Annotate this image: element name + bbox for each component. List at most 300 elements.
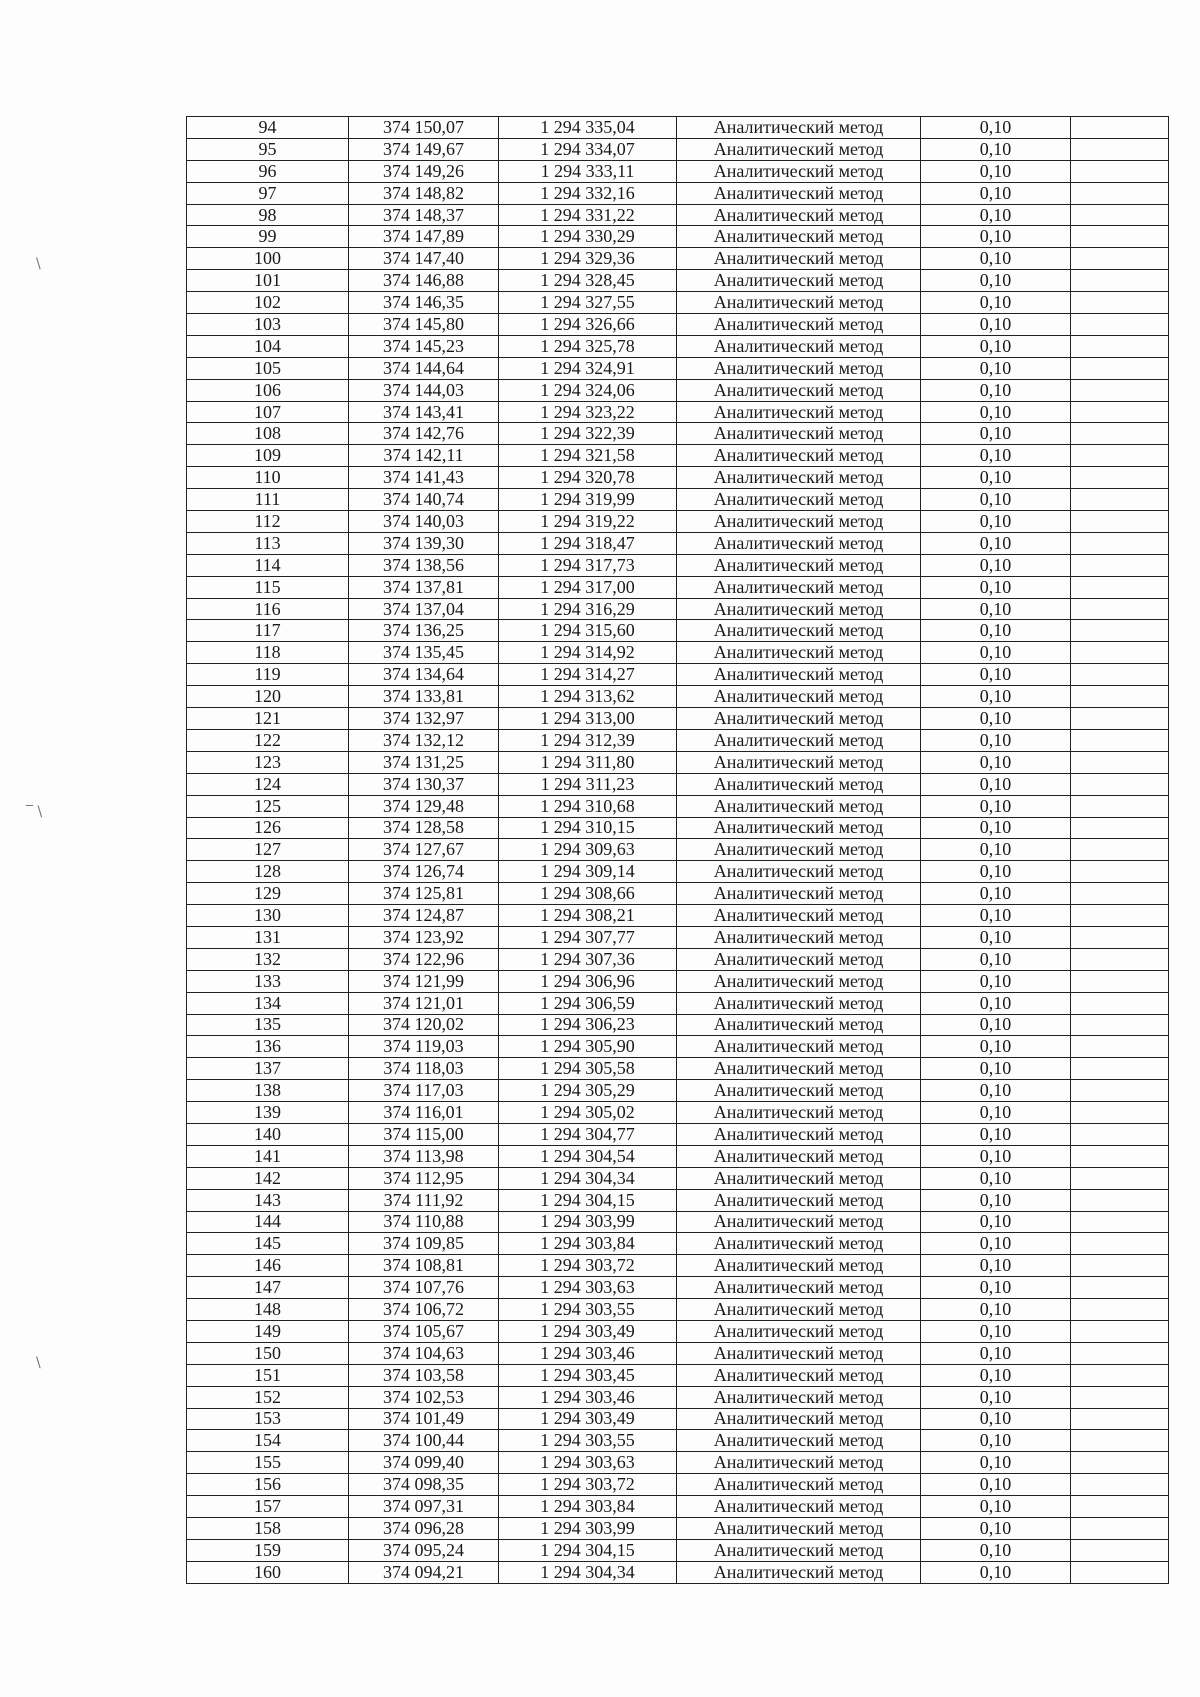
x-coordinate-cell: 374 119,03 <box>349 1036 499 1058</box>
y-coordinate-cell: 1 294 307,77 <box>499 926 677 948</box>
method-cell: Аналитический метод <box>677 1123 921 1145</box>
x-coordinate-cell: 374 121,99 <box>349 970 499 992</box>
y-coordinate-cell: 1 294 333,11 <box>499 160 677 182</box>
x-coordinate-cell: 374 139,30 <box>349 532 499 554</box>
point-number-cell: 108 <box>187 423 349 445</box>
table-row <box>187 182 1169 204</box>
table-row <box>187 1036 1169 1058</box>
accuracy-cell: 0,10 <box>921 314 1071 336</box>
table-row <box>187 532 1169 554</box>
accuracy-cell: 0,10 <box>921 1145 1071 1167</box>
method-cell: Аналитический метод <box>677 1452 921 1474</box>
method-cell: Аналитический метод <box>677 1189 921 1211</box>
method-cell: Аналитический метод <box>677 314 921 336</box>
accuracy-cell: 0,10 <box>921 1518 1071 1540</box>
accuracy-cell: 0,10 <box>921 686 1071 708</box>
point-number-cell: 156 <box>187 1474 349 1496</box>
method-cell: Аналитический метод <box>677 576 921 598</box>
method-cell: Аналитический метод <box>677 729 921 751</box>
table-row <box>187 1145 1169 1167</box>
method-cell: Аналитический метод <box>677 926 921 948</box>
point-number-cell: 99 <box>187 226 349 248</box>
note-cell <box>1071 861 1169 883</box>
point-number-cell: 114 <box>187 554 349 576</box>
table-row <box>187 795 1169 817</box>
point-number-cell: 105 <box>187 357 349 379</box>
method-cell: Аналитический метод <box>677 1430 921 1452</box>
point-number-cell: 128 <box>187 861 349 883</box>
table-row <box>187 642 1169 664</box>
coordinates-table-body <box>187 117 1169 1584</box>
table-row <box>187 1233 1169 1255</box>
x-coordinate-cell: 374 101,49 <box>349 1408 499 1430</box>
point-number-cell: 109 <box>187 445 349 467</box>
method-cell: Аналитический метод <box>677 335 921 357</box>
note-cell <box>1071 401 1169 423</box>
accuracy-cell: 0,10 <box>921 1539 1071 1561</box>
y-coordinate-cell: 1 294 317,73 <box>499 554 677 576</box>
table-row <box>187 1474 1169 1496</box>
y-coordinate-cell: 1 294 327,55 <box>499 292 677 314</box>
x-coordinate-cell: 374 137,81 <box>349 576 499 598</box>
point-number-cell: 110 <box>187 467 349 489</box>
method-cell: Аналитический метод <box>677 1058 921 1080</box>
table-row <box>187 248 1169 270</box>
accuracy-cell: 0,10 <box>921 883 1071 905</box>
x-coordinate-cell: 374 109,85 <box>349 1233 499 1255</box>
point-number-cell: 142 <box>187 1167 349 1189</box>
accuracy-cell: 0,10 <box>921 204 1071 226</box>
note-cell <box>1071 1080 1169 1102</box>
note-cell <box>1071 1408 1169 1430</box>
table-row <box>187 598 1169 620</box>
method-cell: Аналитический метод <box>677 861 921 883</box>
accuracy-cell: 0,10 <box>921 1233 1071 1255</box>
x-coordinate-cell: 374 112,95 <box>349 1167 499 1189</box>
x-coordinate-cell: 374 129,48 <box>349 795 499 817</box>
point-number-cell: 100 <box>187 248 349 270</box>
method-cell: Аналитический метод <box>677 795 921 817</box>
method-cell: Аналитический метод <box>677 686 921 708</box>
x-coordinate-cell: 374 099,40 <box>349 1452 499 1474</box>
note-cell <box>1071 1561 1169 1583</box>
note-cell <box>1071 948 1169 970</box>
point-number-cell: 126 <box>187 817 349 839</box>
method-cell: Аналитический метод <box>677 1320 921 1342</box>
note-cell <box>1071 511 1169 533</box>
method-cell: Аналитический метод <box>677 160 921 182</box>
x-coordinate-cell: 374 142,11 <box>349 445 499 467</box>
table-row <box>187 686 1169 708</box>
y-coordinate-cell: 1 294 332,16 <box>499 182 677 204</box>
y-coordinate-cell: 1 294 324,91 <box>499 357 677 379</box>
note-cell <box>1071 1539 1169 1561</box>
point-number-cell: 158 <box>187 1518 349 1540</box>
y-coordinate-cell: 1 294 306,59 <box>499 992 677 1014</box>
note-cell <box>1071 204 1169 226</box>
accuracy-cell: 0,10 <box>921 1167 1071 1189</box>
x-coordinate-cell: 374 106,72 <box>349 1299 499 1321</box>
accuracy-cell: 0,10 <box>921 729 1071 751</box>
point-number-cell: 107 <box>187 401 349 423</box>
note-cell <box>1071 751 1169 773</box>
point-number-cell: 145 <box>187 1233 349 1255</box>
y-coordinate-cell: 1 294 306,96 <box>499 970 677 992</box>
point-number-cell: 131 <box>187 926 349 948</box>
accuracy-cell: 0,10 <box>921 1058 1071 1080</box>
method-cell: Аналитический метод <box>677 532 921 554</box>
y-coordinate-cell: 1 294 303,46 <box>499 1386 677 1408</box>
note-cell <box>1071 686 1169 708</box>
point-number-cell: 125 <box>187 795 349 817</box>
y-coordinate-cell: 1 294 305,29 <box>499 1080 677 1102</box>
table-row <box>187 554 1169 576</box>
note-cell <box>1071 182 1169 204</box>
y-coordinate-cell: 1 294 334,07 <box>499 138 677 160</box>
point-number-cell: 154 <box>187 1430 349 1452</box>
y-coordinate-cell: 1 294 304,34 <box>499 1167 677 1189</box>
table-row <box>187 1277 1169 1299</box>
accuracy-cell: 0,10 <box>921 335 1071 357</box>
note-cell <box>1071 773 1169 795</box>
y-coordinate-cell: 1 294 307,36 <box>499 948 677 970</box>
y-coordinate-cell: 1 294 303,63 <box>499 1452 677 1474</box>
point-number-cell: 148 <box>187 1299 349 1321</box>
method-cell: Аналитический метод <box>677 1277 921 1299</box>
x-coordinate-cell: 374 124,87 <box>349 905 499 927</box>
note-cell <box>1071 1167 1169 1189</box>
note-cell <box>1071 1277 1169 1299</box>
y-coordinate-cell: 1 294 315,60 <box>499 620 677 642</box>
method-cell: Аналитический метод <box>677 664 921 686</box>
x-coordinate-cell: 374 125,81 <box>349 883 499 905</box>
y-coordinate-cell: 1 294 328,45 <box>499 270 677 292</box>
y-coordinate-cell: 1 294 317,00 <box>499 576 677 598</box>
accuracy-cell: 0,10 <box>921 379 1071 401</box>
table-row <box>187 926 1169 948</box>
point-number-cell: 130 <box>187 905 349 927</box>
table-row <box>187 948 1169 970</box>
note-cell <box>1071 445 1169 467</box>
x-coordinate-cell: 374 142,76 <box>349 423 499 445</box>
accuracy-cell: 0,10 <box>921 751 1071 773</box>
table-row <box>187 467 1169 489</box>
point-number-cell: 120 <box>187 686 349 708</box>
note-cell <box>1071 642 1169 664</box>
table-row <box>187 1496 1169 1518</box>
note-cell <box>1071 926 1169 948</box>
accuracy-cell: 0,10 <box>921 905 1071 927</box>
accuracy-cell: 0,10 <box>921 1430 1071 1452</box>
point-number-cell: 112 <box>187 511 349 533</box>
accuracy-cell: 0,10 <box>921 1277 1071 1299</box>
x-coordinate-cell: 374 115,00 <box>349 1123 499 1145</box>
x-coordinate-cell: 374 150,07 <box>349 117 499 139</box>
note-cell <box>1071 970 1169 992</box>
method-cell: Аналитический метод <box>677 1080 921 1102</box>
note-cell <box>1071 1364 1169 1386</box>
accuracy-cell: 0,10 <box>921 1342 1071 1364</box>
note-cell <box>1071 1145 1169 1167</box>
note-cell <box>1071 314 1169 336</box>
table-row <box>187 1123 1169 1145</box>
note-cell <box>1071 379 1169 401</box>
accuracy-cell: 0,10 <box>921 1386 1071 1408</box>
x-coordinate-cell: 374 141,43 <box>349 467 499 489</box>
method-cell: Аналитический метод <box>677 1167 921 1189</box>
point-number-cell: 159 <box>187 1539 349 1561</box>
note-cell <box>1071 160 1169 182</box>
table-row <box>187 861 1169 883</box>
note-cell <box>1071 1036 1169 1058</box>
x-coordinate-cell: 374 122,96 <box>349 948 499 970</box>
accuracy-cell: 0,10 <box>921 489 1071 511</box>
table-row <box>187 1408 1169 1430</box>
point-number-cell: 136 <box>187 1036 349 1058</box>
x-coordinate-cell: 374 149,26 <box>349 160 499 182</box>
x-coordinate-cell: 374 127,67 <box>349 839 499 861</box>
method-cell: Аналитический метод <box>677 248 921 270</box>
y-coordinate-cell: 1 294 305,02 <box>499 1102 677 1124</box>
point-number-cell: 160 <box>187 1561 349 1583</box>
x-coordinate-cell: 374 147,40 <box>349 248 499 270</box>
x-coordinate-cell: 374 123,92 <box>349 926 499 948</box>
y-coordinate-cell: 1 294 303,49 <box>499 1408 677 1430</box>
x-coordinate-cell: 374 098,35 <box>349 1474 499 1496</box>
method-cell: Аналитический метод <box>677 1408 921 1430</box>
point-number-cell: 150 <box>187 1342 349 1364</box>
y-coordinate-cell: 1 294 303,45 <box>499 1364 677 1386</box>
y-coordinate-cell: 1 294 310,68 <box>499 795 677 817</box>
method-cell: Аналитический метод <box>677 839 921 861</box>
method-cell: Аналитический метод <box>677 817 921 839</box>
table-row <box>187 817 1169 839</box>
x-coordinate-cell: 374 130,37 <box>349 773 499 795</box>
accuracy-cell: 0,10 <box>921 1408 1071 1430</box>
note-cell <box>1071 1299 1169 1321</box>
point-number-cell: 124 <box>187 773 349 795</box>
scan-mark: ‾ \ <box>26 804 43 820</box>
y-coordinate-cell: 1 294 304,15 <box>499 1539 677 1561</box>
note-cell <box>1071 554 1169 576</box>
accuracy-cell: 0,10 <box>921 598 1071 620</box>
method-cell: Аналитический метод <box>677 511 921 533</box>
point-number-cell: 102 <box>187 292 349 314</box>
note-cell <box>1071 1233 1169 1255</box>
y-coordinate-cell: 1 294 304,54 <box>499 1145 677 1167</box>
y-coordinate-cell: 1 294 321,58 <box>499 445 677 467</box>
point-number-cell: 134 <box>187 992 349 1014</box>
y-coordinate-cell: 1 294 316,29 <box>499 598 677 620</box>
table-row <box>187 314 1169 336</box>
point-number-cell: 141 <box>187 1145 349 1167</box>
method-cell: Аналитический метод <box>677 423 921 445</box>
table-row <box>187 992 1169 1014</box>
point-number-cell: 129 <box>187 883 349 905</box>
table-row <box>187 117 1169 139</box>
point-number-cell: 147 <box>187 1277 349 1299</box>
method-cell: Аналитический метод <box>677 117 921 139</box>
table-row <box>187 401 1169 423</box>
note-cell <box>1071 1342 1169 1364</box>
table-row <box>187 1080 1169 1102</box>
method-cell: Аналитический метод <box>677 1014 921 1036</box>
note-cell <box>1071 664 1169 686</box>
note-cell <box>1071 1102 1169 1124</box>
y-coordinate-cell: 1 294 303,99 <box>499 1518 677 1540</box>
x-coordinate-cell: 374 108,81 <box>349 1255 499 1277</box>
point-number-cell: 143 <box>187 1189 349 1211</box>
x-coordinate-cell: 374 134,64 <box>349 664 499 686</box>
y-coordinate-cell: 1 294 322,39 <box>499 423 677 445</box>
note-cell <box>1071 883 1169 905</box>
accuracy-cell: 0,10 <box>921 1474 1071 1496</box>
y-coordinate-cell: 1 294 303,49 <box>499 1320 677 1342</box>
accuracy-cell: 0,10 <box>921 1036 1071 1058</box>
method-cell: Аналитический метод <box>677 1233 921 1255</box>
x-coordinate-cell: 374 148,82 <box>349 182 499 204</box>
method-cell: Аналитический метод <box>677 1211 921 1233</box>
point-number-cell: 149 <box>187 1320 349 1342</box>
x-coordinate-cell: 374 146,88 <box>349 270 499 292</box>
accuracy-cell: 0,10 <box>921 1014 1071 1036</box>
method-cell: Аналитический метод <box>677 751 921 773</box>
method-cell: Аналитический метод <box>677 1102 921 1124</box>
y-coordinate-cell: 1 294 313,00 <box>499 708 677 730</box>
y-coordinate-cell: 1 294 318,47 <box>499 532 677 554</box>
method-cell: Аналитический метод <box>677 970 921 992</box>
accuracy-cell: 0,10 <box>921 270 1071 292</box>
method-cell: Аналитический метод <box>677 357 921 379</box>
accuracy-cell: 0,10 <box>921 576 1071 598</box>
x-coordinate-cell: 374 117,03 <box>349 1080 499 1102</box>
accuracy-cell: 0,10 <box>921 664 1071 686</box>
method-cell: Аналитический метод <box>677 292 921 314</box>
note-cell <box>1071 620 1169 642</box>
x-coordinate-cell: 374 144,03 <box>349 379 499 401</box>
method-cell: Аналитический метод <box>677 1474 921 1496</box>
y-coordinate-cell: 1 294 308,21 <box>499 905 677 927</box>
point-number-cell: 106 <box>187 379 349 401</box>
x-coordinate-cell: 374 116,01 <box>349 1102 499 1124</box>
method-cell: Аналитический метод <box>677 270 921 292</box>
point-number-cell: 123 <box>187 751 349 773</box>
accuracy-cell: 0,10 <box>921 1561 1071 1583</box>
accuracy-cell: 0,10 <box>921 1102 1071 1124</box>
y-coordinate-cell: 1 294 314,92 <box>499 642 677 664</box>
point-number-cell: 104 <box>187 335 349 357</box>
table-row <box>187 576 1169 598</box>
x-coordinate-cell: 374 113,98 <box>349 1145 499 1167</box>
note-cell <box>1071 795 1169 817</box>
table-row <box>187 773 1169 795</box>
accuracy-cell: 0,10 <box>921 117 1071 139</box>
x-coordinate-cell: 374 146,35 <box>349 292 499 314</box>
table-row <box>187 620 1169 642</box>
point-number-cell: 157 <box>187 1496 349 1518</box>
x-coordinate-cell: 374 135,45 <box>349 642 499 664</box>
point-number-cell: 140 <box>187 1123 349 1145</box>
table-row <box>187 839 1169 861</box>
accuracy-cell: 0,10 <box>921 1320 1071 1342</box>
accuracy-cell: 0,10 <box>921 248 1071 270</box>
method-cell: Аналитический метод <box>677 379 921 401</box>
table-row <box>187 445 1169 467</box>
table-row <box>187 729 1169 751</box>
accuracy-cell: 0,10 <box>921 1189 1071 1211</box>
method-cell: Аналитический метод <box>677 182 921 204</box>
point-number-cell: 117 <box>187 620 349 642</box>
y-coordinate-cell: 1 294 330,29 <box>499 226 677 248</box>
table-row <box>187 1386 1169 1408</box>
table-row <box>187 160 1169 182</box>
y-coordinate-cell: 1 294 303,63 <box>499 1277 677 1299</box>
method-cell: Аналитический метод <box>677 1386 921 1408</box>
y-coordinate-cell: 1 294 304,77 <box>499 1123 677 1145</box>
table-row <box>187 1452 1169 1474</box>
point-number-cell: 152 <box>187 1386 349 1408</box>
note-cell <box>1071 839 1169 861</box>
y-coordinate-cell: 1 294 303,72 <box>499 1474 677 1496</box>
y-coordinate-cell: 1 294 303,55 <box>499 1299 677 1321</box>
table-row <box>187 379 1169 401</box>
x-coordinate-cell: 374 133,81 <box>349 686 499 708</box>
table-row <box>187 1539 1169 1561</box>
y-coordinate-cell: 1 294 319,99 <box>499 489 677 511</box>
note-cell <box>1071 357 1169 379</box>
x-coordinate-cell: 374 121,01 <box>349 992 499 1014</box>
accuracy-cell: 0,10 <box>921 511 1071 533</box>
note-cell <box>1071 270 1169 292</box>
method-cell: Аналитический метод <box>677 489 921 511</box>
x-coordinate-cell: 374 120,02 <box>349 1014 499 1036</box>
y-coordinate-cell: 1 294 311,23 <box>499 773 677 795</box>
method-cell: Аналитический метод <box>677 883 921 905</box>
accuracy-cell: 0,10 <box>921 160 1071 182</box>
y-coordinate-cell: 1 294 331,22 <box>499 204 677 226</box>
x-coordinate-cell: 374 111,92 <box>349 1189 499 1211</box>
table-row <box>187 423 1169 445</box>
method-cell: Аналитический метод <box>677 1561 921 1583</box>
note-cell <box>1071 292 1169 314</box>
point-number-cell: 127 <box>187 839 349 861</box>
note-cell <box>1071 905 1169 927</box>
y-coordinate-cell: 1 294 335,04 <box>499 117 677 139</box>
accuracy-cell: 0,10 <box>921 226 1071 248</box>
table-row <box>187 357 1169 379</box>
note-cell <box>1071 1386 1169 1408</box>
y-coordinate-cell: 1 294 314,27 <box>499 664 677 686</box>
note-cell <box>1071 1255 1169 1277</box>
point-number-cell: 115 <box>187 576 349 598</box>
point-number-cell: 95 <box>187 138 349 160</box>
note-cell <box>1071 1189 1169 1211</box>
point-number-cell: 103 <box>187 314 349 336</box>
accuracy-cell: 0,10 <box>921 1080 1071 1102</box>
method-cell: Аналитический метод <box>677 554 921 576</box>
x-coordinate-cell: 374 138,56 <box>349 554 499 576</box>
note-cell <box>1071 117 1169 139</box>
table-row <box>187 226 1169 248</box>
table-row <box>187 751 1169 773</box>
table-row <box>187 1430 1169 1452</box>
accuracy-cell: 0,10 <box>921 708 1071 730</box>
table-row <box>187 335 1169 357</box>
point-number-cell: 137 <box>187 1058 349 1080</box>
note-cell <box>1071 992 1169 1014</box>
note-cell <box>1071 1496 1169 1518</box>
accuracy-cell: 0,10 <box>921 795 1071 817</box>
